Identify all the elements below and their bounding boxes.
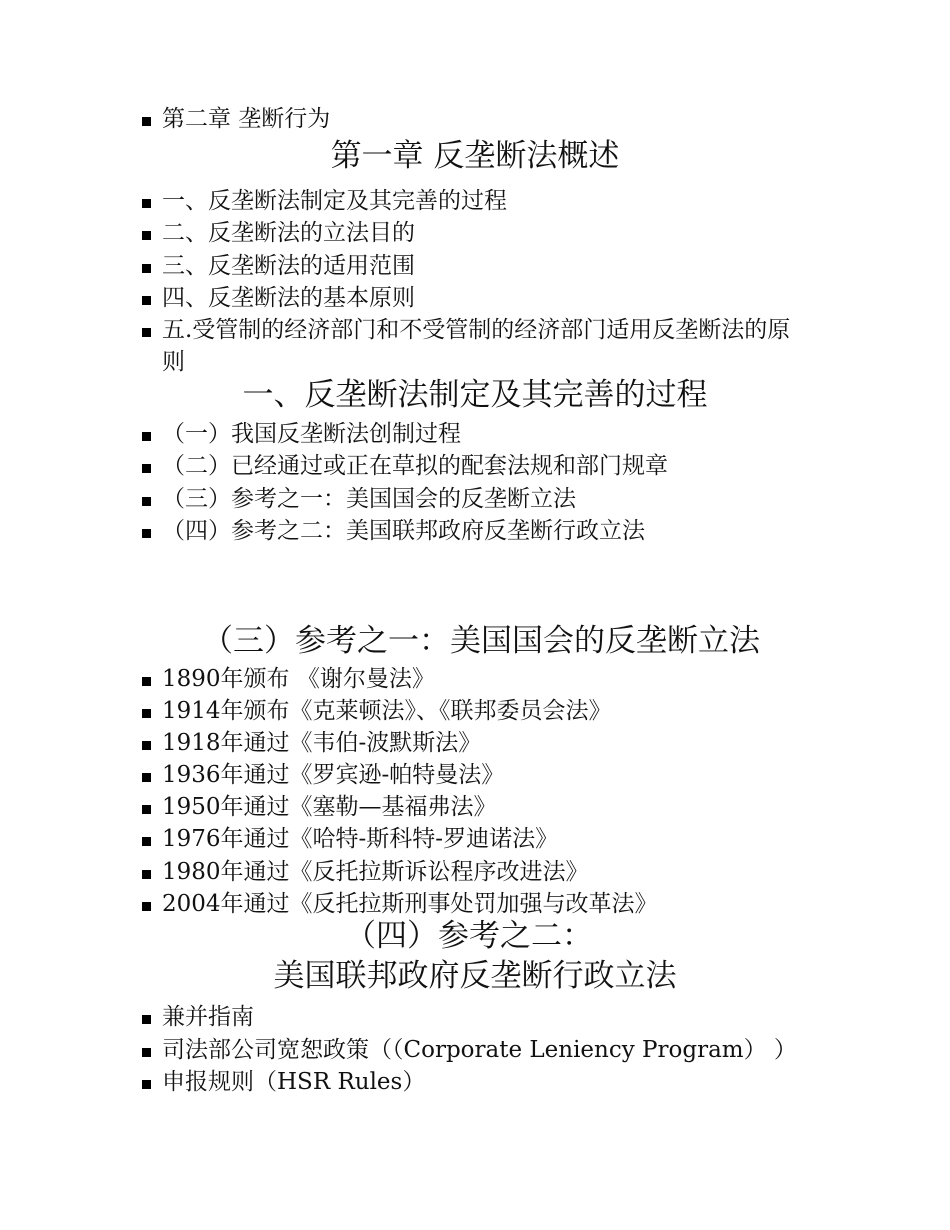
square-bullet-icon	[142, 529, 151, 538]
section4-heading-line2: 美国联邦政府反垄断行政立法	[273, 958, 677, 994]
list-item	[162, 250, 802, 282]
square-bullet-icon	[142, 837, 151, 846]
chapter1-heading: 第一章 反垄断法概述	[330, 138, 620, 174]
square-bullet-icon	[142, 497, 151, 506]
square-bullet-icon	[142, 870, 151, 879]
square-bullet-icon	[142, 117, 151, 126]
list-item	[162, 217, 802, 249]
list-item-text: 二、反垄断法的立法目的	[162, 220, 415, 246]
list-item-text: 五.受管制的经济部门和不受管制的经济部门适用反垄断法的原则	[162, 317, 791, 375]
list-item	[162, 1001, 802, 1033]
list-item	[162, 823, 802, 855]
list-item-text: 第二章 垄断行为	[162, 106, 331, 132]
list-item-text: 兼并指南	[162, 1004, 254, 1030]
list-item-text: 1950年通过《塞勒—基福弗法》	[162, 794, 497, 820]
list-item	[162, 418, 802, 450]
list-item-text: 1976年通过《哈特-斯科特-罗迪诺法》	[162, 826, 559, 852]
list-item-text: （四）参考之二：美国联邦政府反垄断行政立法	[162, 518, 645, 544]
list-item-text: 2004年通过《反托拉斯刑事处罚加强与改革法》	[162, 891, 658, 917]
square-bullet-icon	[142, 199, 151, 208]
square-bullet-icon	[142, 231, 151, 240]
list-item	[162, 695, 802, 727]
square-bullet-icon	[142, 1080, 151, 1089]
list-item	[162, 791, 802, 823]
list-item	[162, 450, 802, 482]
list-item	[162, 1034, 802, 1066]
list-item	[162, 1066, 802, 1098]
list-item	[162, 727, 802, 759]
list-item-text: 三、反垄断法的适用范围	[162, 253, 415, 279]
list-item	[162, 515, 802, 547]
list-item-text: 1980年通过《反托拉斯诉讼程序改进法》	[162, 859, 589, 885]
section4-heading-line1: （四）参考之二：	[345, 918, 593, 954]
section3-heading: （三）参考之一：美国国会的反垄断立法	[202, 623, 760, 659]
list-item-text: （二）已经通过或正在草拟的配套法规和部门规章	[162, 453, 668, 479]
square-bullet-icon	[142, 773, 151, 782]
section1-heading: 一、反垄断法制定及其完善的过程	[242, 377, 708, 413]
list-item	[162, 856, 802, 888]
list-item	[162, 282, 802, 314]
list-item	[162, 483, 802, 515]
list-item	[162, 314, 792, 378]
square-bullet-icon	[142, 741, 151, 750]
list-item-text: 1890年颁布 《谢尔曼法》	[162, 666, 435, 692]
list-item-text: 1914年颁布《克莱顿法》、《联邦委员会法》	[162, 698, 612, 724]
list-item	[162, 663, 802, 695]
square-bullet-icon	[142, 464, 151, 473]
square-bullet-icon	[142, 296, 151, 305]
square-bullet-icon	[142, 264, 151, 273]
list-item-text: 一、反垄断法制定及其完善的过程	[162, 188, 507, 214]
list-item-text: 1918年通过《韦伯-波默斯法》	[162, 730, 482, 756]
square-bullet-icon	[142, 1015, 151, 1024]
list-item-text: 1936年通过《罗宾逊-帕特曼法》	[162, 762, 505, 788]
square-bullet-icon	[142, 677, 151, 686]
square-bullet-icon	[142, 1048, 151, 1057]
list-item-text: 申报规则（HSR Rules）	[162, 1069, 426, 1095]
square-bullet-icon	[142, 805, 151, 814]
square-bullet-icon	[142, 432, 151, 441]
square-bullet-icon	[142, 328, 151, 337]
list-item-text: 四、反垄断法的基本原则	[162, 285, 415, 311]
square-bullet-icon	[142, 902, 151, 911]
square-bullet-icon	[142, 709, 151, 718]
list-item-text: （三）参考之一：美国国会的反垄断立法	[162, 486, 576, 512]
list-item	[162, 759, 802, 791]
list-item-chapter2	[162, 103, 802, 135]
list-item-text: （一）我国反垄断法创制过程	[162, 421, 461, 447]
list-item	[162, 185, 802, 217]
list-item-text: 司法部公司宽恕政策（（Corporate Leniency Program） ）	[162, 1037, 797, 1063]
